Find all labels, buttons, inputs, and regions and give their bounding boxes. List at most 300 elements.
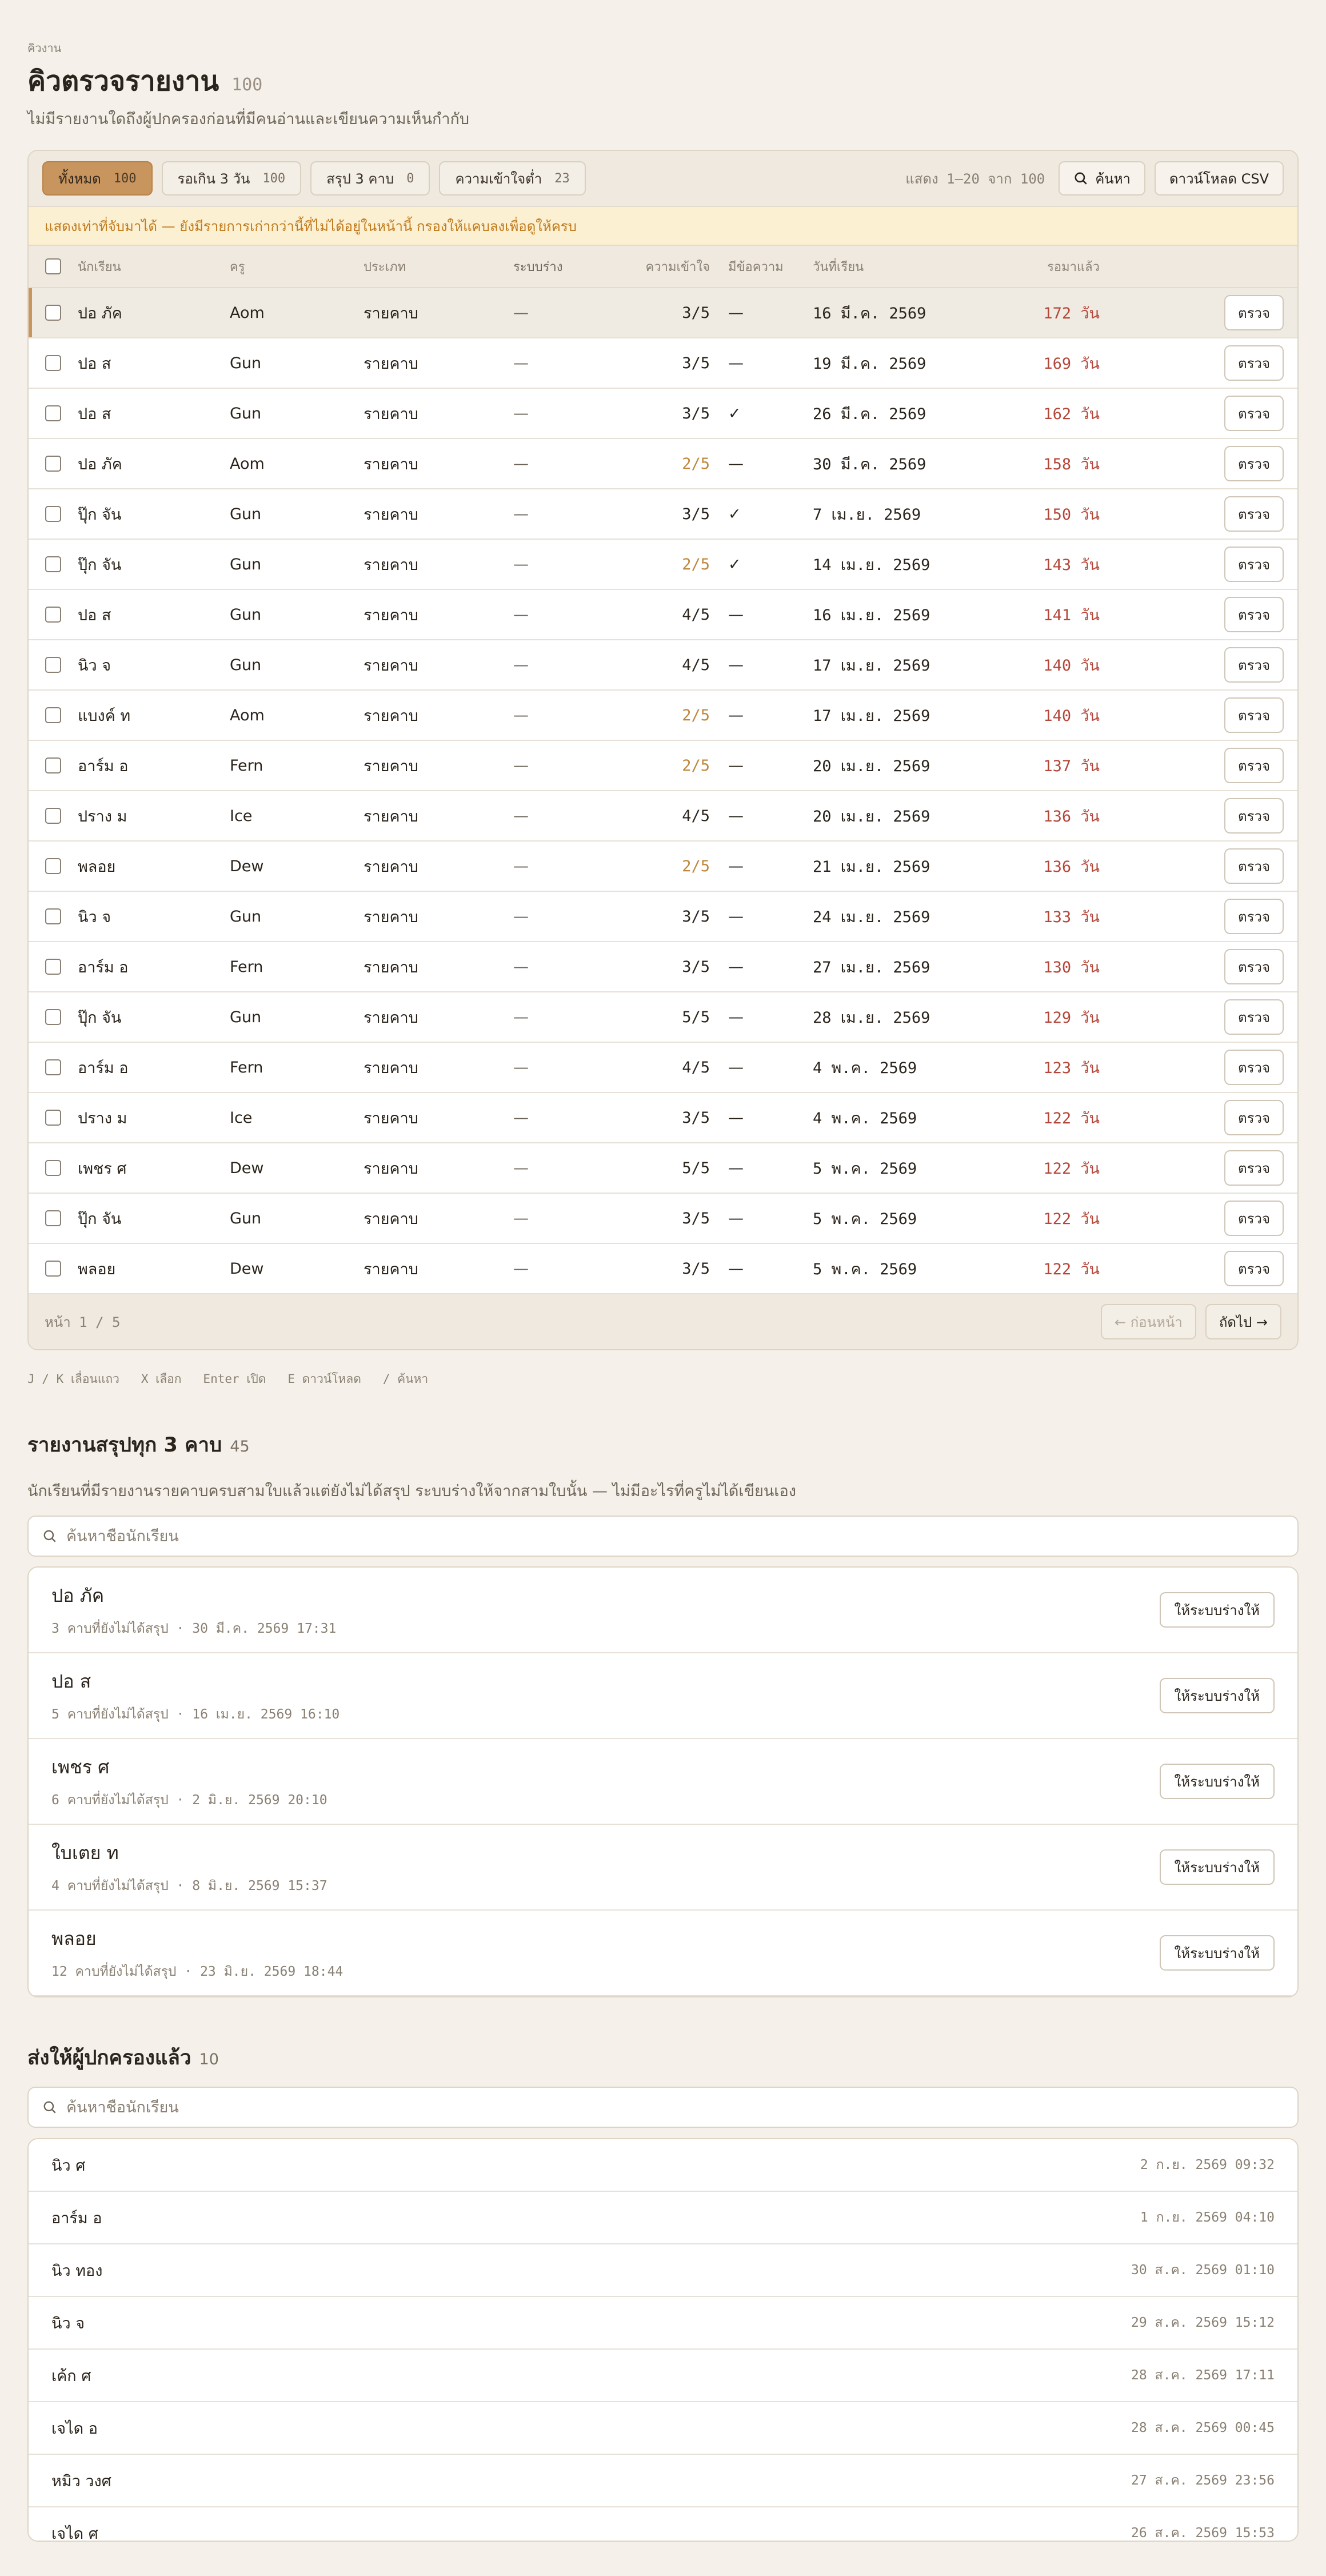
filter-chip-count: 0 xyxy=(406,171,414,186)
row-checkbox[interactable] xyxy=(45,1210,61,1226)
check-icon: ✓ xyxy=(728,505,741,523)
cell-date: 5 พ.ค. 2569 xyxy=(813,1260,917,1278)
sent-date: 28 ส.ค. 2569 17:11 xyxy=(1131,2368,1275,2383)
row-checkbox[interactable] xyxy=(45,506,61,522)
cell-parent-note: — xyxy=(728,1159,744,1177)
cell-type: รายคาบ xyxy=(364,1109,418,1127)
cell-type: รายคาบ xyxy=(364,958,418,976)
review-button[interactable]: ตรวจ xyxy=(1224,647,1284,683)
review-button[interactable]: ตรวจ xyxy=(1224,295,1284,330)
col-draft[interactable]: ระบบร่าง xyxy=(513,260,563,274)
row-checkbox-cell xyxy=(29,305,78,321)
next-page-button[interactable]: ถัดไป → xyxy=(1205,1304,1281,1339)
cell-understanding: 5/5 xyxy=(682,1008,710,1026)
cell-waited xyxy=(1014,1257,1100,1281)
waited-days: 140 xyxy=(1043,707,1072,725)
filter-chip-label: ความเข้าใจต่ำ xyxy=(455,170,542,187)
page-title xyxy=(27,59,262,103)
cell-student: ปุ๊ก จัน xyxy=(78,1210,122,1228)
table-row[interactable] xyxy=(29,1244,1297,1294)
cell-date: 17 เม.ย. 2569 xyxy=(813,656,930,675)
row-checkbox-cell xyxy=(29,405,78,421)
waited-unit: วัน xyxy=(1080,1059,1100,1077)
cell-understanding: 4/5 xyxy=(682,656,710,674)
cell-date: 5 พ.ค. 2569 xyxy=(813,1159,917,1178)
cell-parent-note: — xyxy=(728,1058,744,1076)
row-checkbox-cell xyxy=(29,657,78,673)
review-button[interactable]: ตรวจ xyxy=(1224,496,1284,532)
row-checkbox-cell xyxy=(29,808,78,824)
cell-teacher: Fern xyxy=(230,756,263,775)
col-type[interactable]: ประเภท xyxy=(364,260,406,274)
cell-teacher: Gun xyxy=(230,605,262,624)
cell-type: รายคาบ xyxy=(364,455,418,473)
row-checkbox[interactable] xyxy=(45,1160,61,1176)
row-checkbox-cell xyxy=(29,506,78,522)
cell-date: 24 เม.ย. 2569 xyxy=(813,908,930,926)
sent-item[interactable] xyxy=(29,2350,1297,2402)
waited-unit: วัน xyxy=(1080,757,1100,775)
cell-student: แบงค์ ท xyxy=(78,707,131,725)
review-button[interactable]: ตรวจ xyxy=(1224,798,1284,834)
cell-waited xyxy=(1014,502,1100,527)
row-checkbox-cell xyxy=(29,456,78,472)
generate-draft-button[interactable]: ให้ระบบร่างให้ xyxy=(1160,1935,1275,1971)
cell-type: รายคาบ xyxy=(364,405,418,423)
cell-action xyxy=(1100,1050,1297,1085)
cell-waited xyxy=(1014,401,1100,426)
cell-teacher: Gun xyxy=(230,1008,262,1026)
cell-waited xyxy=(1014,1206,1100,1231)
cell-understanding: 2/5 xyxy=(682,454,710,473)
cell-understanding: 3/5 xyxy=(682,304,710,322)
generate-draft-button[interactable]: ให้ระบบร่างให้ xyxy=(1160,1678,1275,1713)
col-waited[interactable]: รอมาแล้ว xyxy=(1047,260,1100,274)
cell-parent-note: — xyxy=(728,907,744,926)
waited-unit: วัน xyxy=(1080,908,1100,926)
sent-search[interactable] xyxy=(27,2087,1299,2128)
cell-action xyxy=(1100,496,1297,532)
waited-days: 136 xyxy=(1043,858,1072,876)
cell-draft: — xyxy=(513,454,529,473)
row-checkbox[interactable] xyxy=(45,1261,61,1277)
cell-type: รายคาบ xyxy=(364,1260,418,1278)
sent-item[interactable] xyxy=(29,2244,1297,2297)
cell-type: รายคาบ xyxy=(364,757,418,775)
table-row[interactable] xyxy=(29,389,1297,439)
row-checkbox[interactable] xyxy=(45,1009,61,1025)
generate-draft-button[interactable]: ให้ระบบร่างให้ xyxy=(1160,1592,1275,1628)
waited-unit: วัน xyxy=(1080,455,1100,473)
cell-waited xyxy=(1014,1156,1100,1181)
waited-days: 136 xyxy=(1043,807,1072,826)
review-button[interactable]: ตรวจ xyxy=(1224,345,1284,381)
cell-understanding: 4/5 xyxy=(682,1058,710,1076)
row-checkbox[interactable] xyxy=(45,355,61,371)
cell-teacher: Aom xyxy=(230,454,265,473)
summary-meta: 12 คาบที่ยังไม่ได้สรุป · 23 มิ.ย. 2569 18:44 xyxy=(51,1964,344,1979)
sent-student-name: เค้ก ศ xyxy=(51,2367,91,2385)
col-student[interactable]: นักเรียน xyxy=(78,260,121,274)
cell-teacher: Gun xyxy=(230,656,262,674)
cell-waited xyxy=(1014,552,1100,577)
cell-date: 30 มี.ค. 2569 xyxy=(813,455,926,473)
row-checkbox[interactable] xyxy=(45,707,61,723)
cell-draft: — xyxy=(513,857,529,875)
cell-teacher: Aom xyxy=(230,706,265,724)
cell-teacher: Gun xyxy=(230,555,262,573)
download-csv-button[interactable] xyxy=(1155,161,1284,196)
row-checkbox-cell xyxy=(29,355,78,371)
col-understanding[interactable]: ความเข้าใจ xyxy=(645,260,710,274)
cell-draft: — xyxy=(513,1159,529,1177)
sent-student-name: นิว จ xyxy=(51,2314,85,2332)
filter-chip[interactable] xyxy=(310,161,430,196)
cell-draft: — xyxy=(513,706,529,724)
cell-teacher: Ice xyxy=(230,1108,253,1127)
filter-chip[interactable] xyxy=(162,161,302,196)
cell-teacher: Gun xyxy=(230,1209,262,1227)
table-row[interactable] xyxy=(29,540,1297,590)
review-button[interactable]: ตรวจ xyxy=(1224,1150,1284,1186)
table-row[interactable] xyxy=(29,992,1297,1043)
cell-understanding: 3/5 xyxy=(682,404,710,422)
cell-parent-note: — xyxy=(728,756,744,775)
waited-unit: วัน xyxy=(1080,505,1100,524)
row-checkbox[interactable] xyxy=(45,1110,61,1126)
table-row[interactable] xyxy=(29,640,1297,691)
cell-understanding: 4/5 xyxy=(682,807,710,825)
page-title-text: คิวตรวจรายงาน xyxy=(27,65,219,97)
filter-chip[interactable] xyxy=(42,161,153,196)
review-button[interactable]: ตรวจ xyxy=(1224,697,1284,733)
cell-teacher: Gun xyxy=(230,354,262,372)
review-button[interactable]: ตรวจ xyxy=(1224,396,1284,431)
check-icon: ✓ xyxy=(728,404,741,422)
cell-teacher: Gun xyxy=(230,404,262,422)
cell-waited xyxy=(1014,452,1100,476)
cell-parent-note: — xyxy=(728,1008,744,1026)
sent-item[interactable] xyxy=(29,2139,1297,2192)
review-button[interactable]: ตรวจ xyxy=(1224,748,1284,783)
cell-student: ปราง ม xyxy=(78,807,127,826)
cell-teacher: Aom xyxy=(230,304,265,322)
table-row[interactable] xyxy=(29,1093,1297,1143)
cell-draft: — xyxy=(513,756,529,775)
cell-understanding: 3/5 xyxy=(682,958,710,976)
check-icon: ✓ xyxy=(728,555,741,573)
col-parent-note[interactable]: มีข้อความ xyxy=(728,260,784,274)
review-button[interactable]: ตรวจ xyxy=(1224,999,1284,1035)
cell-type: รายคาบ xyxy=(364,606,418,624)
waited-days: 122 xyxy=(1043,1210,1072,1228)
filter-chip-count: 100 xyxy=(113,171,137,186)
review-queue-card xyxy=(27,150,1299,1350)
table-row[interactable] xyxy=(29,489,1297,540)
cell-type: รายคาบ xyxy=(364,656,418,675)
sent-date: 2 ก.ย. 2569 09:32 xyxy=(1140,2158,1275,2172)
cell-understanding: 2/5 xyxy=(682,857,710,875)
sent-date: 27 ส.ค. 2569 23:56 xyxy=(1131,2473,1275,2488)
cell-student: ปอ ส xyxy=(78,354,111,373)
cell-type: รายคาบ xyxy=(364,556,418,574)
summary-student-name: ปอ ภัค xyxy=(51,1584,105,1606)
cell-waited xyxy=(1014,804,1100,828)
cell-waited xyxy=(1014,653,1100,677)
cell-student: อาร์ม อ xyxy=(78,1059,129,1077)
waited-days: 123 xyxy=(1043,1059,1072,1077)
cell-draft: — xyxy=(513,354,529,372)
cell-waited xyxy=(1014,904,1100,929)
cell-action xyxy=(1100,1251,1297,1286)
waited-days: 122 xyxy=(1043,1109,1072,1127)
cell-student: ปราง ม xyxy=(78,1109,127,1127)
cell-type: รายคาบ xyxy=(364,908,418,926)
review-button[interactable]: ตรวจ xyxy=(1224,1251,1284,1286)
cell-action xyxy=(1100,798,1297,834)
filter-chip-count: 23 xyxy=(554,171,570,186)
summary-item xyxy=(29,1825,1297,1911)
table-row[interactable] xyxy=(29,1043,1297,1093)
queue-toolbar xyxy=(29,151,1297,207)
table-row[interactable] xyxy=(29,338,1297,389)
waited-unit: วัน xyxy=(1080,556,1100,574)
row-checkbox[interactable] xyxy=(45,858,61,874)
cell-date: 21 เม.ย. 2569 xyxy=(813,858,930,876)
cell-parent-note: — xyxy=(728,605,744,624)
cell-student: อาร์ม อ xyxy=(78,958,129,976)
sent-item[interactable] xyxy=(29,2192,1297,2244)
cell-date: 27 เม.ย. 2569 xyxy=(813,958,930,976)
cell-action xyxy=(1100,647,1297,683)
summary-meta: 4 คาบที่ยังไม่ได้สรุป · 8 มิ.ย. 2569 15:37 xyxy=(51,1878,327,1893)
cell-parent-note: — xyxy=(728,454,744,473)
row-checkbox[interactable] xyxy=(45,405,61,421)
cell-waited xyxy=(1014,1055,1100,1080)
table-row[interactable] xyxy=(29,741,1297,791)
cell-action xyxy=(1100,345,1297,381)
cell-type: รายคาบ xyxy=(364,858,418,876)
table-row[interactable] xyxy=(29,1143,1297,1194)
col-teacher[interactable]: ครู xyxy=(230,260,245,274)
cell-action xyxy=(1100,999,1297,1035)
row-checkbox[interactable] xyxy=(45,1059,61,1075)
summary-item-info xyxy=(51,1667,1160,1725)
sent-student-name: หมิว วงศ xyxy=(51,2472,111,2490)
cell-teacher: Dew xyxy=(230,857,264,875)
row-checkbox[interactable] xyxy=(45,556,61,572)
cell-student: ปุ๊ก จัน xyxy=(78,505,122,524)
cell-student: ปอ ภัค xyxy=(78,304,122,322)
cell-waited xyxy=(1014,351,1100,376)
table-row[interactable] xyxy=(29,590,1297,640)
row-checkbox[interactable] xyxy=(45,657,61,673)
table-header xyxy=(29,246,1297,288)
cell-parent-note: — xyxy=(728,304,744,322)
generate-draft-button[interactable]: ให้ระบบร่างให้ xyxy=(1160,1849,1275,1885)
waited-days: 137 xyxy=(1043,757,1072,775)
cell-draft: — xyxy=(513,958,529,976)
row-checkbox-cell xyxy=(29,858,78,874)
cell-draft: — xyxy=(513,555,529,573)
review-button[interactable]: ตรวจ xyxy=(1224,1100,1284,1135)
cell-action xyxy=(1100,396,1297,431)
waited-unit: วัน xyxy=(1080,1210,1100,1228)
select-all-checkbox[interactable] xyxy=(45,258,61,274)
summary-count: 45 xyxy=(230,1438,250,1456)
waited-days: 141 xyxy=(1043,606,1072,624)
filter-chip-label: ทั้งหมด xyxy=(58,170,101,187)
waited-days: 143 xyxy=(1043,556,1072,574)
waited-unit: วัน xyxy=(1080,858,1100,876)
table-row[interactable] xyxy=(29,942,1297,992)
row-checkbox-cell xyxy=(29,607,78,623)
cell-draft: — xyxy=(513,505,529,523)
cell-parent-note: — xyxy=(728,807,744,825)
cell-understanding: 3/5 xyxy=(682,1259,710,1278)
filter-chip[interactable] xyxy=(439,161,585,196)
cell-parent-note: — xyxy=(728,1108,744,1127)
cell-action xyxy=(1100,597,1297,632)
summary-search-input[interactable] xyxy=(66,1528,1284,1545)
row-checkbox[interactable] xyxy=(45,456,61,472)
table-row[interactable] xyxy=(29,892,1297,942)
col-date[interactable]: วันที่เรียน xyxy=(813,260,864,274)
cell-type: รายคาบ xyxy=(364,1008,418,1027)
download-csv-label: ดาวน์โหลด CSV xyxy=(1169,170,1269,187)
review-button[interactable]: ตรวจ xyxy=(1224,899,1284,934)
cell-student: ปอ ส xyxy=(78,405,111,423)
waited-unit: วัน xyxy=(1080,354,1100,373)
sent-section-title xyxy=(27,2042,219,2073)
review-button[interactable]: ตรวจ xyxy=(1224,1201,1284,1236)
sent-search-input[interactable] xyxy=(66,2099,1284,2116)
filter-chip-count: 100 xyxy=(262,171,286,186)
row-checkbox[interactable] xyxy=(45,607,61,623)
cell-type: รายคาบ xyxy=(364,1210,418,1228)
cell-action xyxy=(1100,949,1297,984)
cell-draft: — xyxy=(513,1008,529,1026)
waited-unit: วัน xyxy=(1080,958,1100,976)
table-row[interactable] xyxy=(29,1194,1297,1244)
prev-page-button[interactable]: ← ก่อนหน้า xyxy=(1101,1304,1196,1339)
sent-count: 10 xyxy=(199,2051,219,2068)
cell-action xyxy=(1100,848,1297,884)
sent-student-name: เจได ศ xyxy=(51,2525,98,2542)
sent-item[interactable] xyxy=(29,2507,1297,2542)
cell-understanding: 2/5 xyxy=(682,756,710,775)
table-row[interactable] xyxy=(29,439,1297,489)
table-row[interactable] xyxy=(29,791,1297,842)
review-button[interactable]: ตรวจ xyxy=(1224,1050,1284,1085)
range-text: แสดง 1–20 จาก 100 xyxy=(905,170,1045,187)
cell-understanding: 2/5 xyxy=(682,555,710,573)
row-checkbox[interactable] xyxy=(45,305,61,321)
search-button[interactable] xyxy=(1059,161,1145,196)
row-checkbox[interactable] xyxy=(45,959,61,975)
row-checkbox[interactable] xyxy=(45,808,61,824)
cell-student: นิว จ xyxy=(78,908,111,926)
sent-date: 29 ส.ค. 2569 15:12 xyxy=(1131,2315,1275,2330)
cell-action xyxy=(1100,1100,1297,1135)
waited-unit: วัน xyxy=(1080,707,1100,725)
cell-parent-note: — xyxy=(728,958,744,976)
summary-item-info xyxy=(51,1924,1160,1982)
cell-parent-note: — xyxy=(728,1259,744,1278)
waited-days: 140 xyxy=(1043,656,1072,675)
review-button[interactable]: ตรวจ xyxy=(1224,547,1284,582)
sent-item[interactable] xyxy=(29,2297,1297,2350)
cell-understanding: 3/5 xyxy=(682,354,710,372)
cell-student: พลอย xyxy=(78,1260,116,1278)
cell-parent-note: — xyxy=(728,706,744,724)
cell-draft: — xyxy=(513,807,529,825)
cell-action xyxy=(1100,295,1297,330)
summary-search[interactable] xyxy=(27,1516,1299,1557)
row-checkbox-cell xyxy=(29,707,78,723)
row-checkbox[interactable] xyxy=(45,908,61,924)
sent-item[interactable] xyxy=(29,2402,1297,2455)
generate-draft-button[interactable]: ให้ระบบร่างให้ xyxy=(1160,1764,1275,1799)
row-checkbox[interactable] xyxy=(45,757,61,773)
waited-days: 150 xyxy=(1043,505,1072,524)
summary-item xyxy=(29,1653,1297,1739)
search-icon xyxy=(1073,171,1088,186)
row-checkbox-cell xyxy=(29,757,78,773)
search-button-label: ค้นหา xyxy=(1095,170,1131,187)
cell-action xyxy=(1100,697,1297,733)
waited-days: 129 xyxy=(1043,1008,1072,1027)
cell-action xyxy=(1100,899,1297,934)
cell-student: พลอย xyxy=(78,858,116,876)
row-checkbox-cell xyxy=(29,1261,78,1277)
cell-draft: — xyxy=(513,1209,529,1227)
cell-understanding: 3/5 xyxy=(682,505,710,523)
cell-draft: — xyxy=(513,1108,529,1127)
cell-date: 17 เม.ย. 2569 xyxy=(813,707,930,725)
review-button[interactable]: ตรวจ xyxy=(1224,848,1284,884)
summary-section-title xyxy=(27,1429,250,1461)
waited-unit: วัน xyxy=(1080,304,1100,322)
cell-student: ปอ ส xyxy=(78,606,111,624)
sent-student-name: เจได อ xyxy=(51,2419,98,2438)
summary-meta: 5 คาบที่ยังไม่ได้สรุป · 16 เม.ย. 2569 16:10 xyxy=(51,1706,340,1722)
cell-draft: — xyxy=(513,304,529,322)
table-body xyxy=(29,288,1297,1294)
cell-date: 14 เม.ย. 2569 xyxy=(813,556,930,574)
waited-unit: วัน xyxy=(1080,1159,1100,1178)
cell-type: รายคาบ xyxy=(364,1159,418,1178)
review-button[interactable]: ตรวจ xyxy=(1224,446,1284,481)
summary-item xyxy=(29,1568,1297,1653)
sent-student-name: นิว ศ xyxy=(51,2156,86,2175)
review-button[interactable]: ตรวจ xyxy=(1224,949,1284,984)
cell-student: ปอ ภัค xyxy=(78,455,122,473)
waited-days: 122 xyxy=(1043,1260,1072,1278)
table-row[interactable] xyxy=(29,691,1297,741)
sent-item[interactable] xyxy=(29,2455,1297,2507)
search-icon xyxy=(42,1529,57,1544)
waited-unit: วัน xyxy=(1080,1008,1100,1027)
waited-unit: วัน xyxy=(1080,1260,1100,1278)
cell-student: นิว จ xyxy=(78,656,111,675)
waited-days: 169 xyxy=(1043,354,1072,373)
cell-understanding: 5/5 xyxy=(682,1159,710,1177)
review-button[interactable]: ตรวจ xyxy=(1224,597,1284,632)
row-checkbox-cell xyxy=(29,1110,78,1126)
table-row[interactable] xyxy=(29,288,1297,338)
table-row[interactable] xyxy=(29,842,1297,892)
